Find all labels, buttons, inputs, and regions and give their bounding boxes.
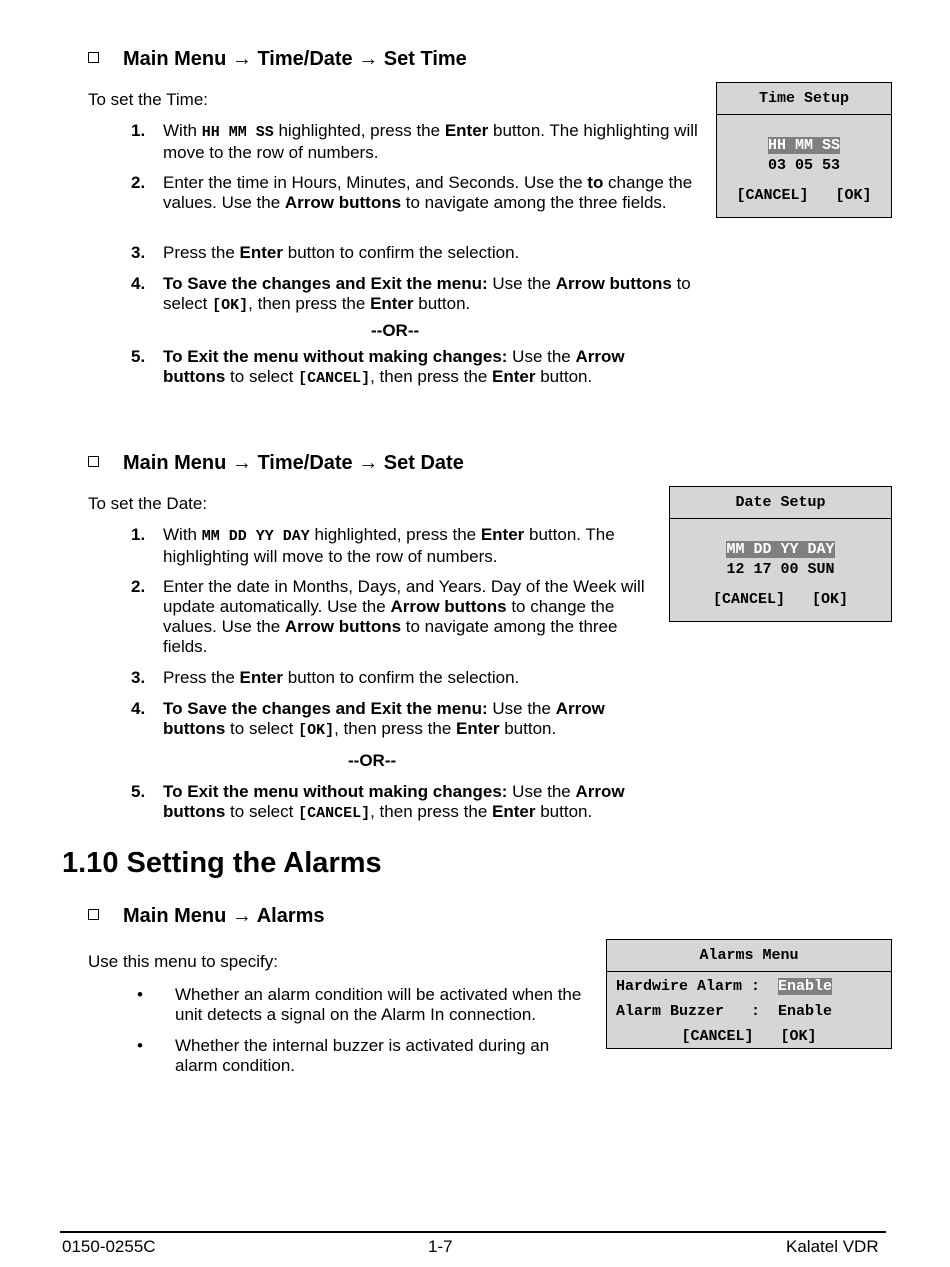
cancel-option[interactable]: [CANCEL] (736, 187, 809, 204)
footer-page-number: 1-7 (428, 1237, 453, 1256)
time-setup-panel (716, 82, 892, 218)
cancel-option[interactable]: [CANCEL] (712, 591, 785, 608)
footer-rule (60, 1231, 886, 1233)
or-divider: --OR-- (371, 321, 420, 340)
time-fields-highlighted[interactable]: HH MM SS (767, 137, 840, 154)
footer-product-name: Kalatel VDR (786, 1237, 879, 1256)
bullet-icon: • (137, 985, 143, 1004)
bullet-icon: • (137, 1036, 143, 1055)
cancel-option[interactable]: [CANCEL] (681, 1028, 754, 1045)
ok-option[interactable]: [OK] (835, 187, 872, 204)
or-divider: --OR-- (348, 751, 397, 770)
checkbox-bullet-icon (88, 456, 99, 467)
set-date-heading: Main Menu → Time/Date → Set Date (88, 452, 464, 475)
alarm-buzzer-value[interactable]: Enable (778, 1003, 833, 1020)
hardwire-alarm-label: Hardwire Alarm : (616, 978, 761, 995)
alarms-heading: Main Menu → Alarms (88, 905, 325, 928)
checkbox-bullet-icon (88, 52, 99, 63)
ok-option[interactable]: [OK] (812, 591, 849, 608)
time-values[interactable]: 03 05 53 (767, 157, 840, 174)
set-date-intro: To set the Date: (88, 494, 208, 513)
date-setup-panel (669, 486, 892, 622)
hardwire-alarm-value[interactable]: Enable (778, 978, 833, 995)
alarms-menu-panel (606, 939, 892, 1049)
date-values[interactable]: 12 17 00 SUN (726, 561, 835, 578)
hardwire-alarm-row (616, 978, 832, 995)
panel-title: Alarms Menu (607, 940, 891, 972)
date-fields-highlighted[interactable]: MM DD YY DAY (726, 541, 835, 558)
checkbox-bullet-icon (88, 909, 99, 920)
panel-title: Time Setup (717, 83, 891, 115)
alarms-intro: Use this menu to specify: (88, 952, 278, 971)
set-time-heading: Main Menu → Time/Date → Set Time (88, 48, 467, 71)
section-title: 1.10 Setting the Alarms (62, 847, 382, 879)
panel-title: Date Setup (670, 487, 891, 519)
set-time-intro: To set the Time: (88, 90, 208, 109)
alarm-buzzer-row (616, 1003, 832, 1020)
ok-option[interactable]: [OK] (780, 1028, 817, 1045)
alarm-buzzer-label: Alarm Buzzer : (616, 1003, 761, 1020)
footer-doc-number: 0150-0255C (62, 1237, 156, 1256)
